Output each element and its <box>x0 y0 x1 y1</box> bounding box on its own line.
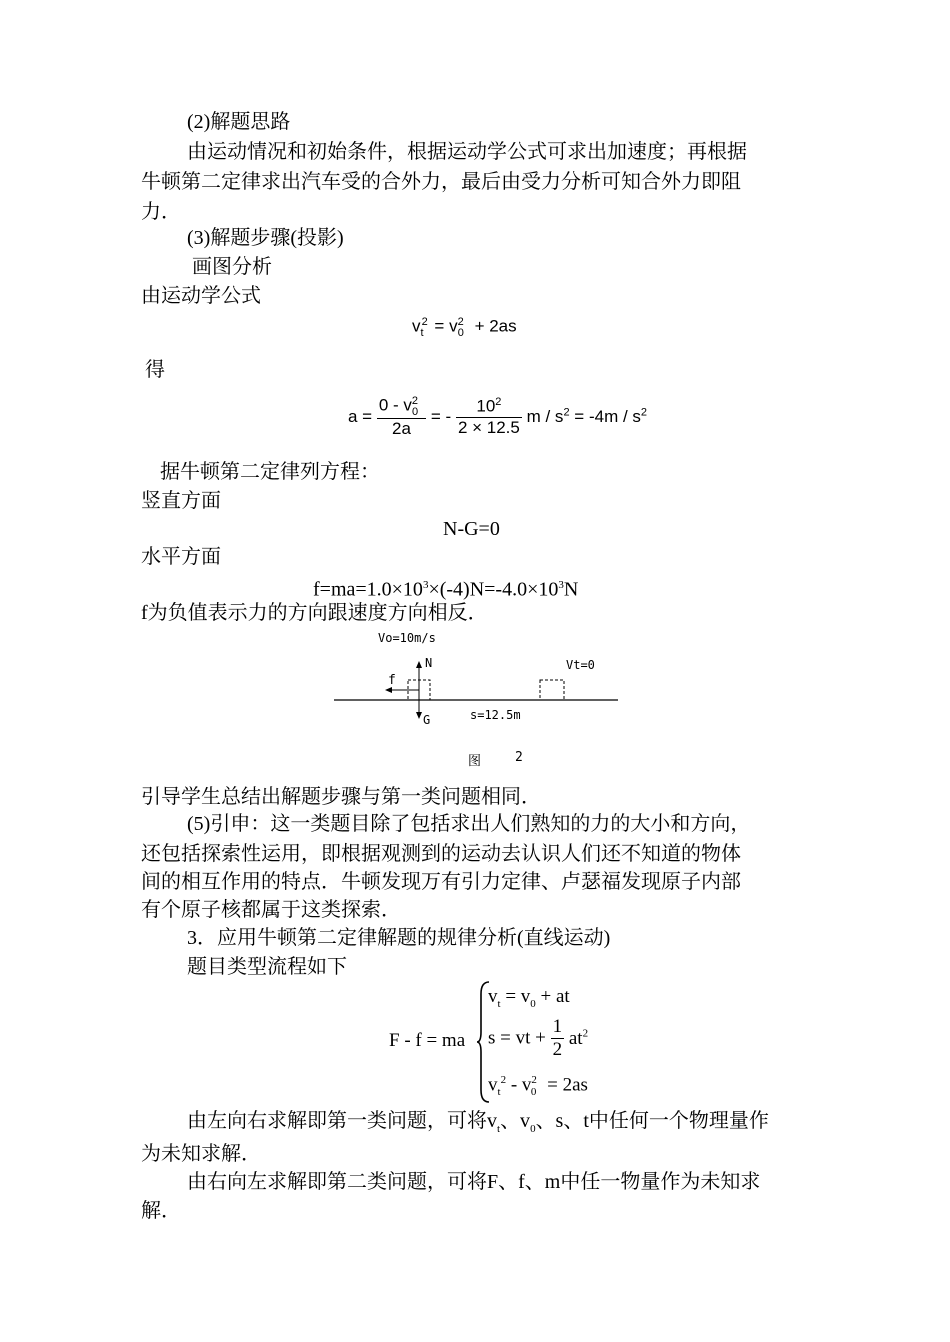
kinematics-label: 由运动学公式 <box>141 283 261 307</box>
v0-label: Vo=10m/s <box>378 631 436 645</box>
f-label: f <box>388 673 396 688</box>
section3-heading: (3)解题步骤(投影) <box>187 227 344 249</box>
result-label: 得 <box>145 357 165 381</box>
closing-right-line1: 由右向左求解即第二类问题，可将F、f、m中任一物量作为未知求 <box>187 1171 761 1193</box>
flow-label: 题目类型流程如下 <box>187 956 347 978</box>
vertical-equation: N-G=0 <box>443 518 500 540</box>
figure-caption-prefix: 图 <box>468 754 482 769</box>
sign-note: f为负值表示力的方向跟速度方向相反． <box>141 602 488 624</box>
distance-label: s=12.5m <box>470 708 521 722</box>
equation-velocity-squared: $v_t^2 - v^2_0 = 2as$ <box>488 1074 588 1099</box>
section5-line3: 间的相互作用的特点．牛顿发现万有引力定律、卢瑟福发现原子内部 <box>141 871 741 893</box>
newton-label: 据牛顿第二定律列方程： <box>160 461 380 483</box>
horizontal-equation: $f=ma=1.0\times 10^3\times(-4)N=-4.0\times 10^3N$ <box>313 578 579 601</box>
equation-acceleration: a = $\frac{0 - v^2_0}{2a}$ = - $\frac{10^2}{2 \times 12.5}$ $m / s^2 = -4m / s^2$ <box>348 395 648 439</box>
equation-kinematics: $v_t^2 = v^2_0 + 2as$ <box>412 316 517 340</box>
equation-displacement: s = vt + $\frac{1}{2}$ $at^2$ <box>488 1016 589 1060</box>
block-end <box>540 680 564 700</box>
section-3-heading: 3．应用牛顿第二定律解题的规律分析(直线运动) <box>187 927 611 949</box>
closing-left-line1: 由左向右求解即第一类问题，可将$v_t$、$v_0$、s、t中任何一个物理量作 <box>187 1110 769 1135</box>
section2-line3: 力． <box>141 201 181 223</box>
section5-line1: (5)引申：这一类题目除了包括求出人们熟知的力的大小和方向， <box>187 813 751 835</box>
section5-line2: 还包括探索性运用，即根据观测到的运动去认识人们还不知道的物体 <box>141 843 741 865</box>
figure-2 <box>330 628 630 773</box>
n-label: N <box>425 656 433 670</box>
equation-newton-lhs: F - f = ma <box>389 1030 466 1051</box>
section2-line1: 由运动情况和初始条件，根据运动学公式可求出加速度；再根据 <box>187 141 747 163</box>
closing-left-line2: 为未知求解． <box>141 1143 261 1165</box>
g-label: G <box>423 713 431 727</box>
section2-heading: (2)解题思路 <box>187 111 291 133</box>
section5-line4: 有个原子核都属于这类探索． <box>141 899 401 921</box>
figure-caption-number: 2 <box>515 750 523 765</box>
draw-analysis: 画图分析 <box>192 256 272 278</box>
closing-right-line2: 解． <box>141 1200 181 1222</box>
horizontal-label: 水平方面 <box>141 546 221 568</box>
summary-text: 引导学生总结出解题步骤与第一类问题相同． <box>141 786 541 808</box>
section2-line2: 牛顿第二定律求出汽车受的合外力，最后由受力分析可知合外力即阻 <box>141 171 741 193</box>
equation-velocity: $v_t = v_0$ + at <box>488 986 570 1010</box>
vt-label: Vt=0 <box>566 658 595 672</box>
vertical-label: 竖直方面 <box>141 490 221 512</box>
